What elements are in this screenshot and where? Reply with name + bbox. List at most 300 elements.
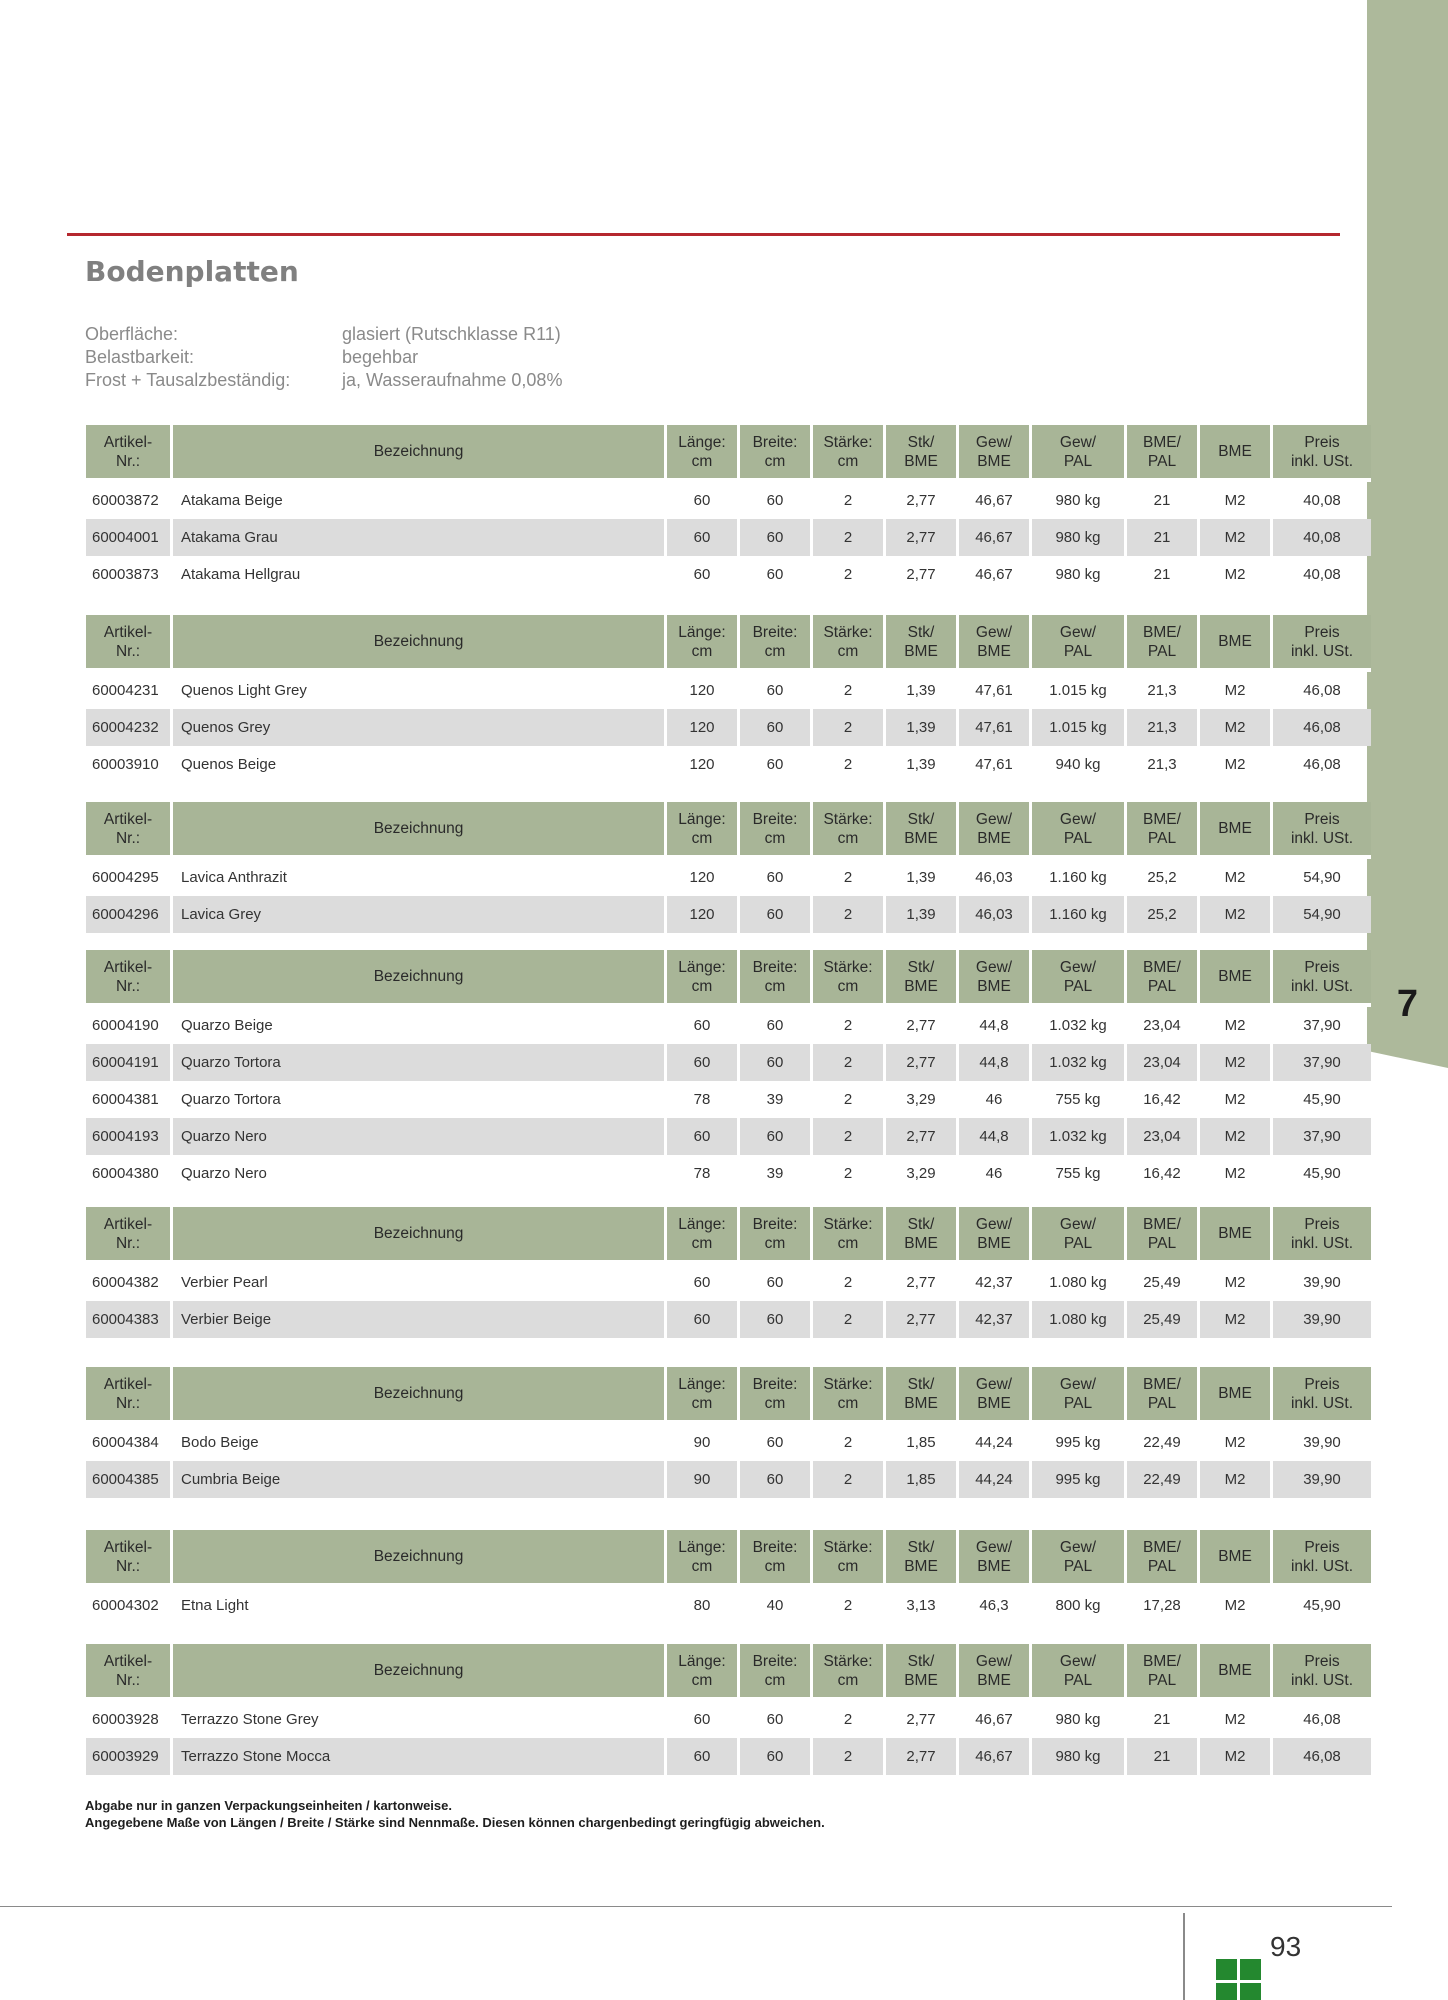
- table-cell: Quenos Light Grey: [181, 682, 307, 699]
- table-cell: 42,37: [959, 1301, 1029, 1338]
- price-table: [83, 802, 1374, 933]
- column-header: Gew/ PAL: [1032, 615, 1124, 672]
- table-cell: 1,39: [906, 869, 936, 886]
- table-cell: 995 kg: [1032, 1461, 1124, 1498]
- table-cell: 60003910: [92, 756, 159, 773]
- column-header: BME/ PAL: [1127, 425, 1197, 482]
- table-cell: Verbier Beige: [173, 1301, 664, 1338]
- column-header: BME: [1200, 425, 1270, 482]
- table-cell: 46,08: [1273, 1738, 1371, 1775]
- table-cell: 78: [693, 1165, 711, 1182]
- table-cell: M2: [1224, 1165, 1246, 1182]
- table-cell: 60004295: [92, 869, 159, 886]
- column-header: BME: [1200, 615, 1270, 672]
- table-cell: 60004380: [92, 1165, 159, 1182]
- table-cell: 40,08: [1273, 519, 1371, 556]
- table-cell: 2: [813, 1738, 883, 1775]
- product-table: [86, 1367, 1353, 1498]
- column-header: Artikel- Nr.:: [86, 802, 170, 859]
- table-cell: M2: [1200, 1738, 1270, 1775]
- table-cell: 47,61: [959, 709, 1029, 746]
- table-cell: Verbier Pearl: [181, 1274, 268, 1291]
- table-cell: 47,61: [975, 756, 1013, 773]
- table-header-row: [86, 615, 1371, 672]
- column-header: Gew/ PAL: [1032, 1530, 1124, 1587]
- header-rule: [67, 233, 1340, 236]
- table-cell: 120: [689, 682, 715, 699]
- column-header: Länge: cm: [667, 802, 737, 859]
- column-header: Preis inkl. USt.: [1273, 802, 1371, 859]
- table-cell: Quarzo Nero: [173, 1118, 664, 1155]
- price-table: [83, 615, 1374, 783]
- column-header: Breite: cm: [740, 950, 810, 1007]
- table-cell: 46,08: [1303, 1711, 1341, 1728]
- table-cell: Quenos Grey: [173, 709, 664, 746]
- table-cell: 60: [766, 1274, 784, 1291]
- table-cell: 39: [766, 1091, 784, 1108]
- table-cell: 37,90: [1273, 1118, 1371, 1155]
- column-header: BME: [1200, 950, 1270, 1007]
- table-cell: 2: [843, 492, 853, 509]
- table-cell: 22,49: [1143, 1434, 1181, 1451]
- table-cell: 2,77: [886, 1118, 956, 1155]
- table-cell: 46,03: [959, 896, 1029, 933]
- table-cell: 60: [693, 492, 711, 509]
- column-header: Artikel- Nr.:: [86, 1367, 170, 1424]
- table-cell: 44,8: [979, 1017, 1009, 1034]
- table-cell: 2: [843, 1274, 853, 1291]
- table-cell: 60: [766, 756, 784, 773]
- table-cell: 755 kg: [1055, 1091, 1101, 1108]
- table-cell: Atakama Beige: [181, 492, 283, 509]
- column-header: Länge: cm: [667, 1207, 737, 1264]
- table-cell: 980 kg: [1032, 1738, 1124, 1775]
- table-cell: Bodo Beige: [181, 1434, 259, 1451]
- table-row: [86, 556, 1371, 593]
- table-cell: 980 kg: [1055, 566, 1101, 583]
- product-table: [86, 950, 1353, 1192]
- product-table: [86, 802, 1353, 933]
- table-cell: 2: [813, 1461, 883, 1498]
- column-header: BME: [1200, 1367, 1270, 1424]
- column-header: Bezeichnung: [173, 802, 664, 859]
- table-cell: 1.015 kg: [1032, 709, 1124, 746]
- table-cell: 60004001: [86, 519, 170, 556]
- page-number: 93: [1270, 1931, 1302, 1962]
- table-cell: 25,2: [1147, 869, 1177, 886]
- table-row: [86, 1301, 1371, 1338]
- table-cell: 21,3: [1127, 709, 1197, 746]
- column-header: Länge: cm: [667, 950, 737, 1007]
- table-cell: 1,39: [886, 709, 956, 746]
- table-cell: Atakama Hellgrau: [181, 566, 301, 583]
- column-header: Stk/ BME: [886, 1207, 956, 1264]
- price-table: [83, 425, 1374, 593]
- table-cell: 60: [766, 869, 784, 886]
- table-cell: 1.032 kg: [1032, 1044, 1124, 1081]
- table-cell: 120: [689, 756, 715, 773]
- property-row: [85, 369, 562, 392]
- table-cell: 755 kg: [1055, 1165, 1101, 1182]
- column-header: Bezeichnung: [173, 1207, 664, 1264]
- table-cell: 60003928: [92, 1711, 159, 1728]
- footnote: Abgabe nur in ganzen Verpackungseinheiten / kartonweise.: [85, 1798, 452, 1813]
- table-cell: 2: [813, 519, 883, 556]
- column-header: Stärke: cm: [813, 615, 883, 672]
- column-header: BME/ PAL: [1127, 615, 1197, 672]
- table-cell: 60: [693, 1017, 711, 1034]
- table-row: [86, 482, 1371, 519]
- table-cell: Lavica Grey: [173, 896, 664, 933]
- product-table: [86, 1644, 1353, 1775]
- column-header: Gew/ BME: [959, 1644, 1029, 1701]
- column-header: Länge: cm: [667, 425, 737, 482]
- table-cell: 60003929: [86, 1738, 170, 1775]
- table-row: [86, 1155, 1371, 1192]
- column-header: Bezeichnung: [173, 1530, 664, 1587]
- chapter-side-tab: [1367, 0, 1448, 1068]
- table-cell: 995 kg: [1055, 1434, 1101, 1451]
- table-cell: 60: [766, 492, 784, 509]
- table-cell: 1,39: [906, 756, 936, 773]
- table-cell: 60: [740, 1301, 810, 1338]
- table-cell: 45,90: [1303, 1597, 1341, 1614]
- table-cell: 60: [740, 1118, 810, 1155]
- table-row: [86, 519, 1371, 556]
- product-table: [86, 425, 1353, 593]
- table-cell: 60: [766, 682, 784, 699]
- column-header: Breite: cm: [740, 425, 810, 482]
- column-header: Stärke: cm: [813, 1207, 883, 1264]
- table-row: [86, 1587, 1371, 1624]
- table-cell: M2: [1224, 1017, 1246, 1034]
- table-cell: 60: [667, 1118, 737, 1155]
- table-cell: 2: [813, 896, 883, 933]
- table-cell: 44,8: [959, 1044, 1029, 1081]
- table-cell: 90: [667, 1461, 737, 1498]
- table-cell: 1,39: [906, 682, 936, 699]
- column-header: Stk/ BME: [886, 425, 956, 482]
- table-cell: 2: [843, 756, 853, 773]
- footer-divider: [1183, 1913, 1185, 2000]
- table-cell: M2: [1200, 519, 1270, 556]
- table-cell: 45,90: [1303, 1165, 1341, 1182]
- table-cell: 16,42: [1143, 1165, 1181, 1182]
- table-cell: 60: [740, 1461, 810, 1498]
- column-header: Stk/ BME: [886, 1367, 956, 1424]
- column-header: Artikel- Nr.:: [86, 615, 170, 672]
- table-cell: M2: [1224, 1091, 1246, 1108]
- table-row: [86, 859, 1371, 896]
- column-header: BME/ PAL: [1127, 950, 1197, 1007]
- table-row: [86, 746, 1371, 783]
- table-cell: 800 kg: [1055, 1597, 1101, 1614]
- column-header: Länge: cm: [667, 615, 737, 672]
- table-header-row: [86, 1644, 1371, 1701]
- column-header: Breite: cm: [740, 1207, 810, 1264]
- column-header: Breite: cm: [740, 1367, 810, 1424]
- table-cell: 21: [1127, 1738, 1197, 1775]
- table-header-row: [86, 1530, 1371, 1587]
- table-cell: 120: [667, 709, 737, 746]
- table-cell: 120: [689, 869, 715, 886]
- table-cell: 60: [740, 896, 810, 933]
- column-header: Gew/ PAL: [1032, 1644, 1124, 1701]
- column-header: Gew/ BME: [959, 1367, 1029, 1424]
- column-header: Stk/ BME: [886, 802, 956, 859]
- table-cell: 60003873: [92, 566, 159, 583]
- product-table: [86, 1207, 1353, 1338]
- table-cell: 60: [667, 1301, 737, 1338]
- table-cell: Cumbria Beige: [173, 1461, 664, 1498]
- table-row: [86, 1461, 1371, 1498]
- footer-rule: [0, 1906, 1392, 1907]
- table-cell: 46,08: [1303, 682, 1341, 699]
- table-row: [86, 672, 1371, 709]
- price-table: [83, 1207, 1374, 1338]
- table-cell: 44,24: [959, 1461, 1029, 1498]
- table-row: [86, 1424, 1371, 1461]
- column-header: Stk/ BME: [886, 615, 956, 672]
- table-cell: 980 kg: [1055, 1711, 1101, 1728]
- property-label: Belastbarkeit:: [85, 347, 195, 367]
- page-title: Bodenplatten: [85, 255, 299, 288]
- table-cell: 46,67: [959, 519, 1029, 556]
- column-header: Artikel- Nr.:: [86, 1207, 170, 1264]
- column-header: Gew/ BME: [959, 1530, 1029, 1587]
- table-cell: Quarzo Tortora: [173, 1044, 664, 1081]
- table-cell: 25,2: [1127, 896, 1197, 933]
- property-label: Frost + Tausalzbeständig:: [85, 370, 291, 390]
- table-cell: 2: [843, 682, 853, 699]
- column-header: Stk/ BME: [886, 950, 956, 1007]
- chapter-number: 7: [1396, 983, 1419, 1025]
- column-header: Artikel- Nr.:: [86, 1644, 170, 1701]
- table-cell: M2: [1224, 1597, 1246, 1614]
- column-header: Stärke: cm: [813, 950, 883, 1007]
- table-cell: 60: [693, 1274, 711, 1291]
- table-cell: 45,90: [1303, 1091, 1341, 1108]
- product-table: [86, 615, 1353, 783]
- column-header: Stärke: cm: [813, 1644, 883, 1701]
- table-cell: 2,77: [906, 566, 936, 583]
- table-cell: 44,24: [975, 1434, 1013, 1451]
- table-row: [86, 1264, 1371, 1301]
- table-cell: 39: [766, 1165, 784, 1182]
- table-cell: 60004193: [86, 1118, 170, 1155]
- table-cell: 60004381: [92, 1091, 159, 1108]
- table-cell: 21: [1153, 566, 1171, 583]
- table-header-row: [86, 802, 1371, 859]
- table-cell: 1.160 kg: [1032, 896, 1124, 933]
- product-properties: [85, 323, 562, 392]
- table-cell: 60004383: [86, 1301, 170, 1338]
- table-cell: 60: [766, 1434, 784, 1451]
- column-header: Breite: cm: [740, 1530, 810, 1587]
- table-cell: 60004384: [92, 1434, 159, 1451]
- table-cell: 60004385: [86, 1461, 170, 1498]
- table-cell: 2,77: [906, 1017, 936, 1034]
- table-cell: 2: [813, 1044, 883, 1081]
- table-cell: 46,03: [975, 869, 1013, 886]
- column-header: Artikel- Nr.:: [86, 425, 170, 482]
- table-cell: Terrazzo Stone Grey: [181, 1711, 319, 1728]
- column-header: Bezeichnung: [173, 425, 664, 482]
- price-table: [83, 1644, 1374, 1775]
- column-header: Gew/ PAL: [1032, 1367, 1124, 1424]
- table-cell: 39,90: [1273, 1461, 1371, 1498]
- table-cell: 78: [693, 1091, 711, 1108]
- table-cell: 1.080 kg: [1032, 1301, 1124, 1338]
- column-header: Preis inkl. USt.: [1273, 1644, 1371, 1701]
- table-cell: 60: [740, 519, 810, 556]
- column-header: Preis inkl. USt.: [1273, 1367, 1371, 1424]
- table-cell: M2: [1224, 682, 1246, 699]
- table-cell: Quarzo Tortora: [181, 1091, 281, 1108]
- table-cell: 37,90: [1303, 1017, 1341, 1034]
- table-cell: M2: [1224, 492, 1246, 509]
- column-header: Gew/ BME: [959, 950, 1029, 1007]
- brand-logo-icon: [1216, 1959, 1261, 2000]
- table-cell: 2: [813, 709, 883, 746]
- table-cell: 2: [843, 1017, 853, 1034]
- column-header: Preis inkl. USt.: [1273, 425, 1371, 482]
- column-header: Bezeichnung: [173, 615, 664, 672]
- column-header: Breite: cm: [740, 615, 810, 672]
- table-cell: Terrazzo Stone Mocca: [173, 1738, 664, 1775]
- column-header: Gew/ PAL: [1032, 1207, 1124, 1264]
- table-cell: Etna Light: [181, 1597, 249, 1614]
- property-label: Oberfläche:: [85, 324, 179, 344]
- property-row: [85, 323, 562, 346]
- table-cell: 21: [1127, 519, 1197, 556]
- table-cell: 46: [985, 1091, 1003, 1108]
- table-cell: 2: [843, 1165, 853, 1182]
- table-cell: M2: [1224, 756, 1246, 773]
- column-header: Gew/ BME: [959, 425, 1029, 482]
- table-cell: 16,42: [1143, 1091, 1181, 1108]
- column-header: Gew/ BME: [959, 615, 1029, 672]
- table-cell: 2: [843, 1434, 853, 1451]
- footnotes: [85, 1797, 825, 1831]
- table-cell: 25,49: [1143, 1274, 1181, 1291]
- table-cell: 60004231: [92, 682, 159, 699]
- table-row: [86, 896, 1371, 933]
- column-header: BME/ PAL: [1127, 1367, 1197, 1424]
- table-cell: 60: [667, 1044, 737, 1081]
- property-value: begehbar: [342, 347, 419, 367]
- table-cell: 2: [843, 1711, 853, 1728]
- table-row: [86, 1044, 1371, 1081]
- column-header: BME: [1200, 1207, 1270, 1264]
- table-cell: M2: [1200, 1461, 1270, 1498]
- table-cell: 940 kg: [1055, 756, 1101, 773]
- table-cell: Quarzo Nero: [181, 1165, 267, 1182]
- table-cell: M2: [1200, 1118, 1270, 1155]
- table-cell: 2,77: [886, 519, 956, 556]
- table-cell: M2: [1200, 1044, 1270, 1081]
- table-cell: 60003872: [92, 492, 159, 509]
- table-cell: 60: [667, 519, 737, 556]
- table-cell: 120: [667, 896, 737, 933]
- table-cell: 40,08: [1303, 492, 1341, 509]
- column-header: BME/ PAL: [1127, 1644, 1197, 1701]
- column-header: Stärke: cm: [813, 425, 883, 482]
- table-cell: 46: [985, 1165, 1003, 1182]
- column-header: Gew/ PAL: [1032, 802, 1124, 859]
- price-table: [83, 950, 1374, 1192]
- column-header: Gew/ PAL: [1032, 425, 1124, 482]
- table-header-row: [86, 1207, 1371, 1264]
- table-cell: 3,29: [906, 1165, 936, 1182]
- property-row: [85, 346, 562, 369]
- table-cell: 23,04: [1127, 1044, 1197, 1081]
- table-row: [86, 1701, 1371, 1738]
- table-cell: 60004190: [92, 1017, 159, 1034]
- table-cell: 46,3: [979, 1597, 1009, 1614]
- table-cell: 54,90: [1273, 896, 1371, 933]
- table-cell: 60004382: [92, 1274, 159, 1291]
- table-cell: 90: [693, 1434, 711, 1451]
- property-value: glasiert (Rutschklasse R11): [342, 324, 561, 344]
- table-cell: 21,3: [1147, 756, 1177, 773]
- table-cell: M2: [1224, 566, 1246, 583]
- table-cell: 2,77: [906, 492, 936, 509]
- table-cell: 1,85: [886, 1461, 956, 1498]
- table-cell: M2: [1224, 1434, 1246, 1451]
- table-cell: 60: [740, 709, 810, 746]
- table-cell: 47,61: [975, 682, 1013, 699]
- table-cell: 60004302: [92, 1597, 159, 1614]
- table-cell: Quarzo Beige: [181, 1017, 273, 1034]
- table-cell: M2: [1224, 1711, 1246, 1728]
- table-cell: 46,67: [975, 566, 1013, 583]
- table-cell: 39,90: [1303, 1434, 1341, 1451]
- table-cell: 1,85: [906, 1434, 936, 1451]
- column-header: Artikel- Nr.:: [86, 1530, 170, 1587]
- table-cell: 22,49: [1127, 1461, 1197, 1498]
- table-cell: 37,90: [1273, 1044, 1371, 1081]
- table-cell: 1.160 kg: [1049, 869, 1107, 886]
- column-header: Preis inkl. USt.: [1273, 1207, 1371, 1264]
- table-cell: 17,28: [1143, 1597, 1181, 1614]
- column-header: BME/ PAL: [1127, 802, 1197, 859]
- table-cell: 40: [766, 1597, 784, 1614]
- column-header: Gew/ BME: [959, 1207, 1029, 1264]
- table-cell: M2: [1200, 1301, 1270, 1338]
- table-cell: 44,8: [959, 1118, 1029, 1155]
- table-cell: 21,3: [1147, 682, 1177, 699]
- column-header: Länge: cm: [667, 1367, 737, 1424]
- table-cell: 39,90: [1303, 1274, 1341, 1291]
- column-header: Gew/ BME: [959, 802, 1029, 859]
- table-cell: 60: [693, 1711, 711, 1728]
- column-header: BME/ PAL: [1127, 1207, 1197, 1264]
- table-row: [86, 1738, 1371, 1775]
- column-header: Preis inkl. USt.: [1273, 950, 1371, 1007]
- table-cell: 2: [813, 1301, 883, 1338]
- table-cell: 60: [693, 566, 711, 583]
- table-cell: 46,67: [959, 1738, 1029, 1775]
- table-cell: 60004232: [86, 709, 170, 746]
- table-cell: 2: [843, 1091, 853, 1108]
- table-cell: 2,77: [886, 1738, 956, 1775]
- table-row: [86, 1081, 1371, 1118]
- table-cell: 42,37: [975, 1274, 1013, 1291]
- price-table: [83, 1530, 1374, 1624]
- table-row: [86, 1118, 1371, 1155]
- table-cell: 1.032 kg: [1032, 1118, 1124, 1155]
